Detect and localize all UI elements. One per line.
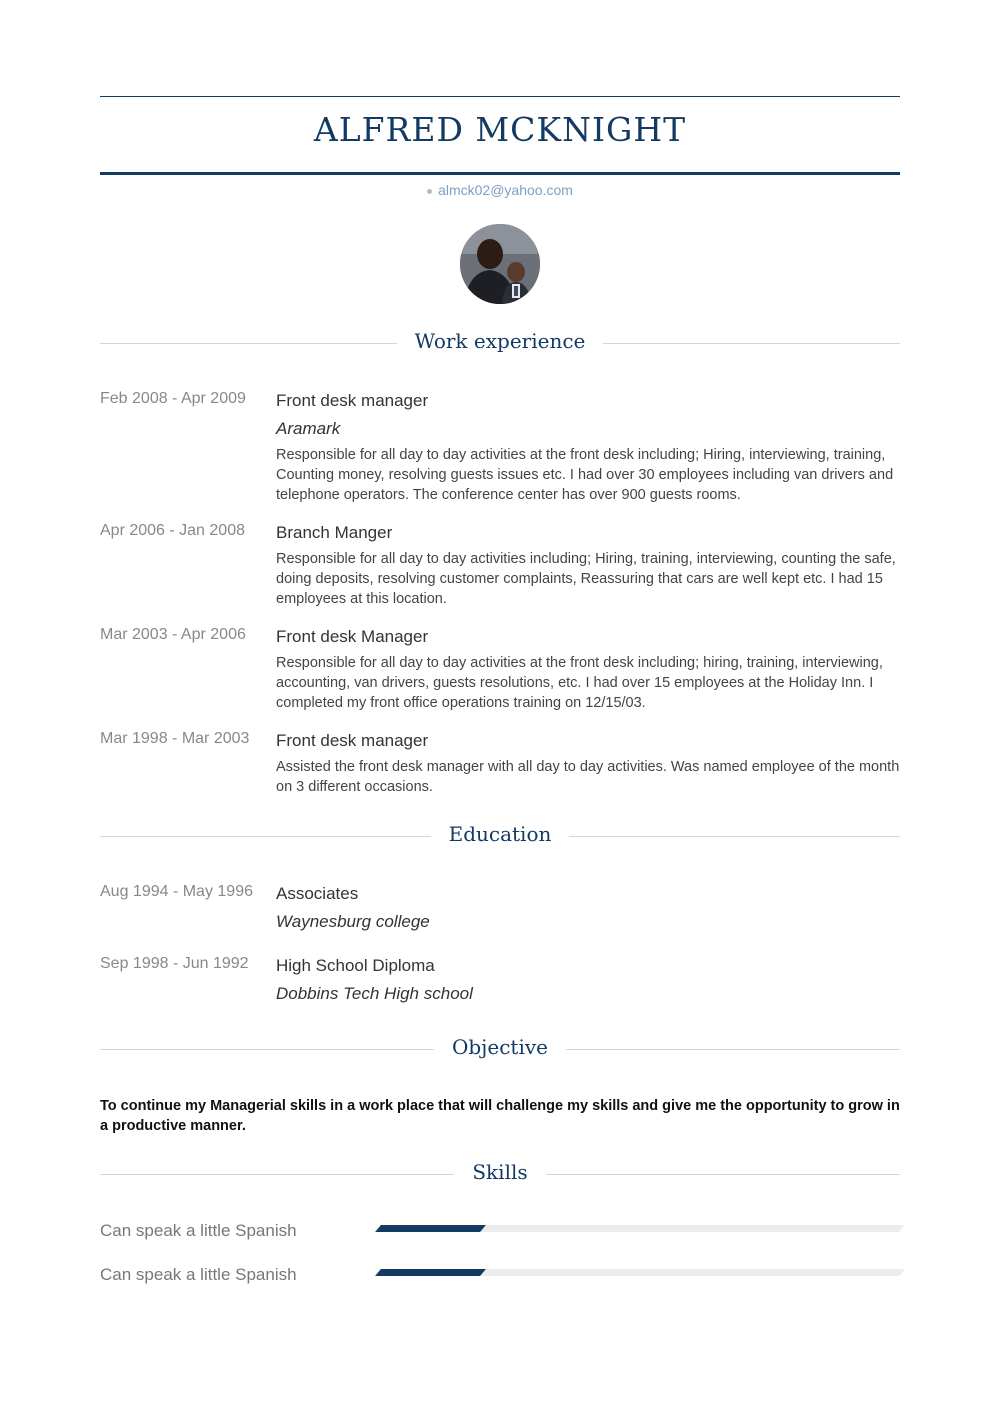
entry-date: Mar 1998 - Mar 2003 xyxy=(100,730,250,747)
objective-text: To continue my Managerial skills in a work place that will challenge my skills and give me the opportunity to grow in a productive manner. xyxy=(100,1098,900,1134)
entry-degree: Associates xyxy=(276,884,359,903)
entry-school: Waynesburg college xyxy=(276,912,430,931)
profile-photo xyxy=(460,224,540,304)
entry-role: Front desk Manager xyxy=(276,627,429,646)
entry-date: Sep 1998 - Jun 1992 xyxy=(100,955,249,972)
resume-page xyxy=(100,0,900,1410)
skill-level-bar xyxy=(375,1225,905,1232)
section-education xyxy=(100,822,900,852)
section-title-objective: Objective xyxy=(434,1035,566,1059)
skill-level-fill xyxy=(375,1225,486,1232)
skill-level-bar xyxy=(375,1269,905,1276)
entry-date: Feb 2008 - Apr 2009 xyxy=(100,390,246,407)
entry-organization: Aramark xyxy=(276,419,341,438)
bullet-icon xyxy=(427,189,432,194)
section-title-education: Education xyxy=(431,822,570,846)
header-bottom-rule xyxy=(100,172,900,175)
candidate-name: ALFRED MCKNIGHT xyxy=(313,110,687,149)
section-skills xyxy=(100,1160,900,1190)
contact-line xyxy=(100,182,900,198)
entry-date: Apr 2006 - Jan 2008 xyxy=(100,522,245,539)
entry-degree: High School Diploma xyxy=(276,956,435,975)
section-title-skills: Skills xyxy=(454,1160,545,1184)
email-link[interactable]: almck02@yahoo.com xyxy=(438,182,573,198)
entry-date: Mar 2003 - Apr 2006 xyxy=(100,626,246,643)
header-top-rule xyxy=(100,96,900,97)
entry-description: Responsible for all day to day activities at the front desk including; Hiring, interviewing, training, Counting money, resolving guests issues etc. I had over 30 employees including van drivers and telephone operators. The conference center has over 900 guests rooms. xyxy=(276,447,894,503)
entry-description: Responsible for all day to day activities at the front desk including; hiring, training, interviewing, accounting, van drivers, guests resolutions, etc. I had over 15 employees at the Holiday Inn. I completed my front office operations training on 12/15/03. xyxy=(276,655,883,711)
entry-description: Responsible for all day to day activities including; Hiring, training, interviewing, counting the safe, doing deposits, resolving customer complaints, Reassuring that cars are well kept etc. I had 15 employees at this location. xyxy=(276,551,896,607)
section-title-work: Work experience xyxy=(397,329,604,353)
skill-label: Can speak a little Spanish xyxy=(100,1221,297,1240)
entry-school: Dobbins Tech High school xyxy=(276,984,473,1003)
skill-label: Can speak a little Spanish xyxy=(100,1265,297,1284)
skill-row xyxy=(100,1221,900,1245)
entry-description: Assisted the front desk manager with all day to day activities. Was named employee of the month on 3 different occasions. xyxy=(276,759,900,795)
skill-row xyxy=(100,1265,900,1289)
entry-role: Branch Manger xyxy=(276,523,393,542)
section-work-experience xyxy=(100,329,900,359)
section-objective xyxy=(100,1035,900,1065)
entry-role: Front desk manager xyxy=(276,391,429,410)
entry-date: Aug 1994 - May 1996 xyxy=(100,883,253,900)
entry-role: Front desk manager xyxy=(276,731,429,750)
skill-level-fill xyxy=(375,1269,486,1276)
